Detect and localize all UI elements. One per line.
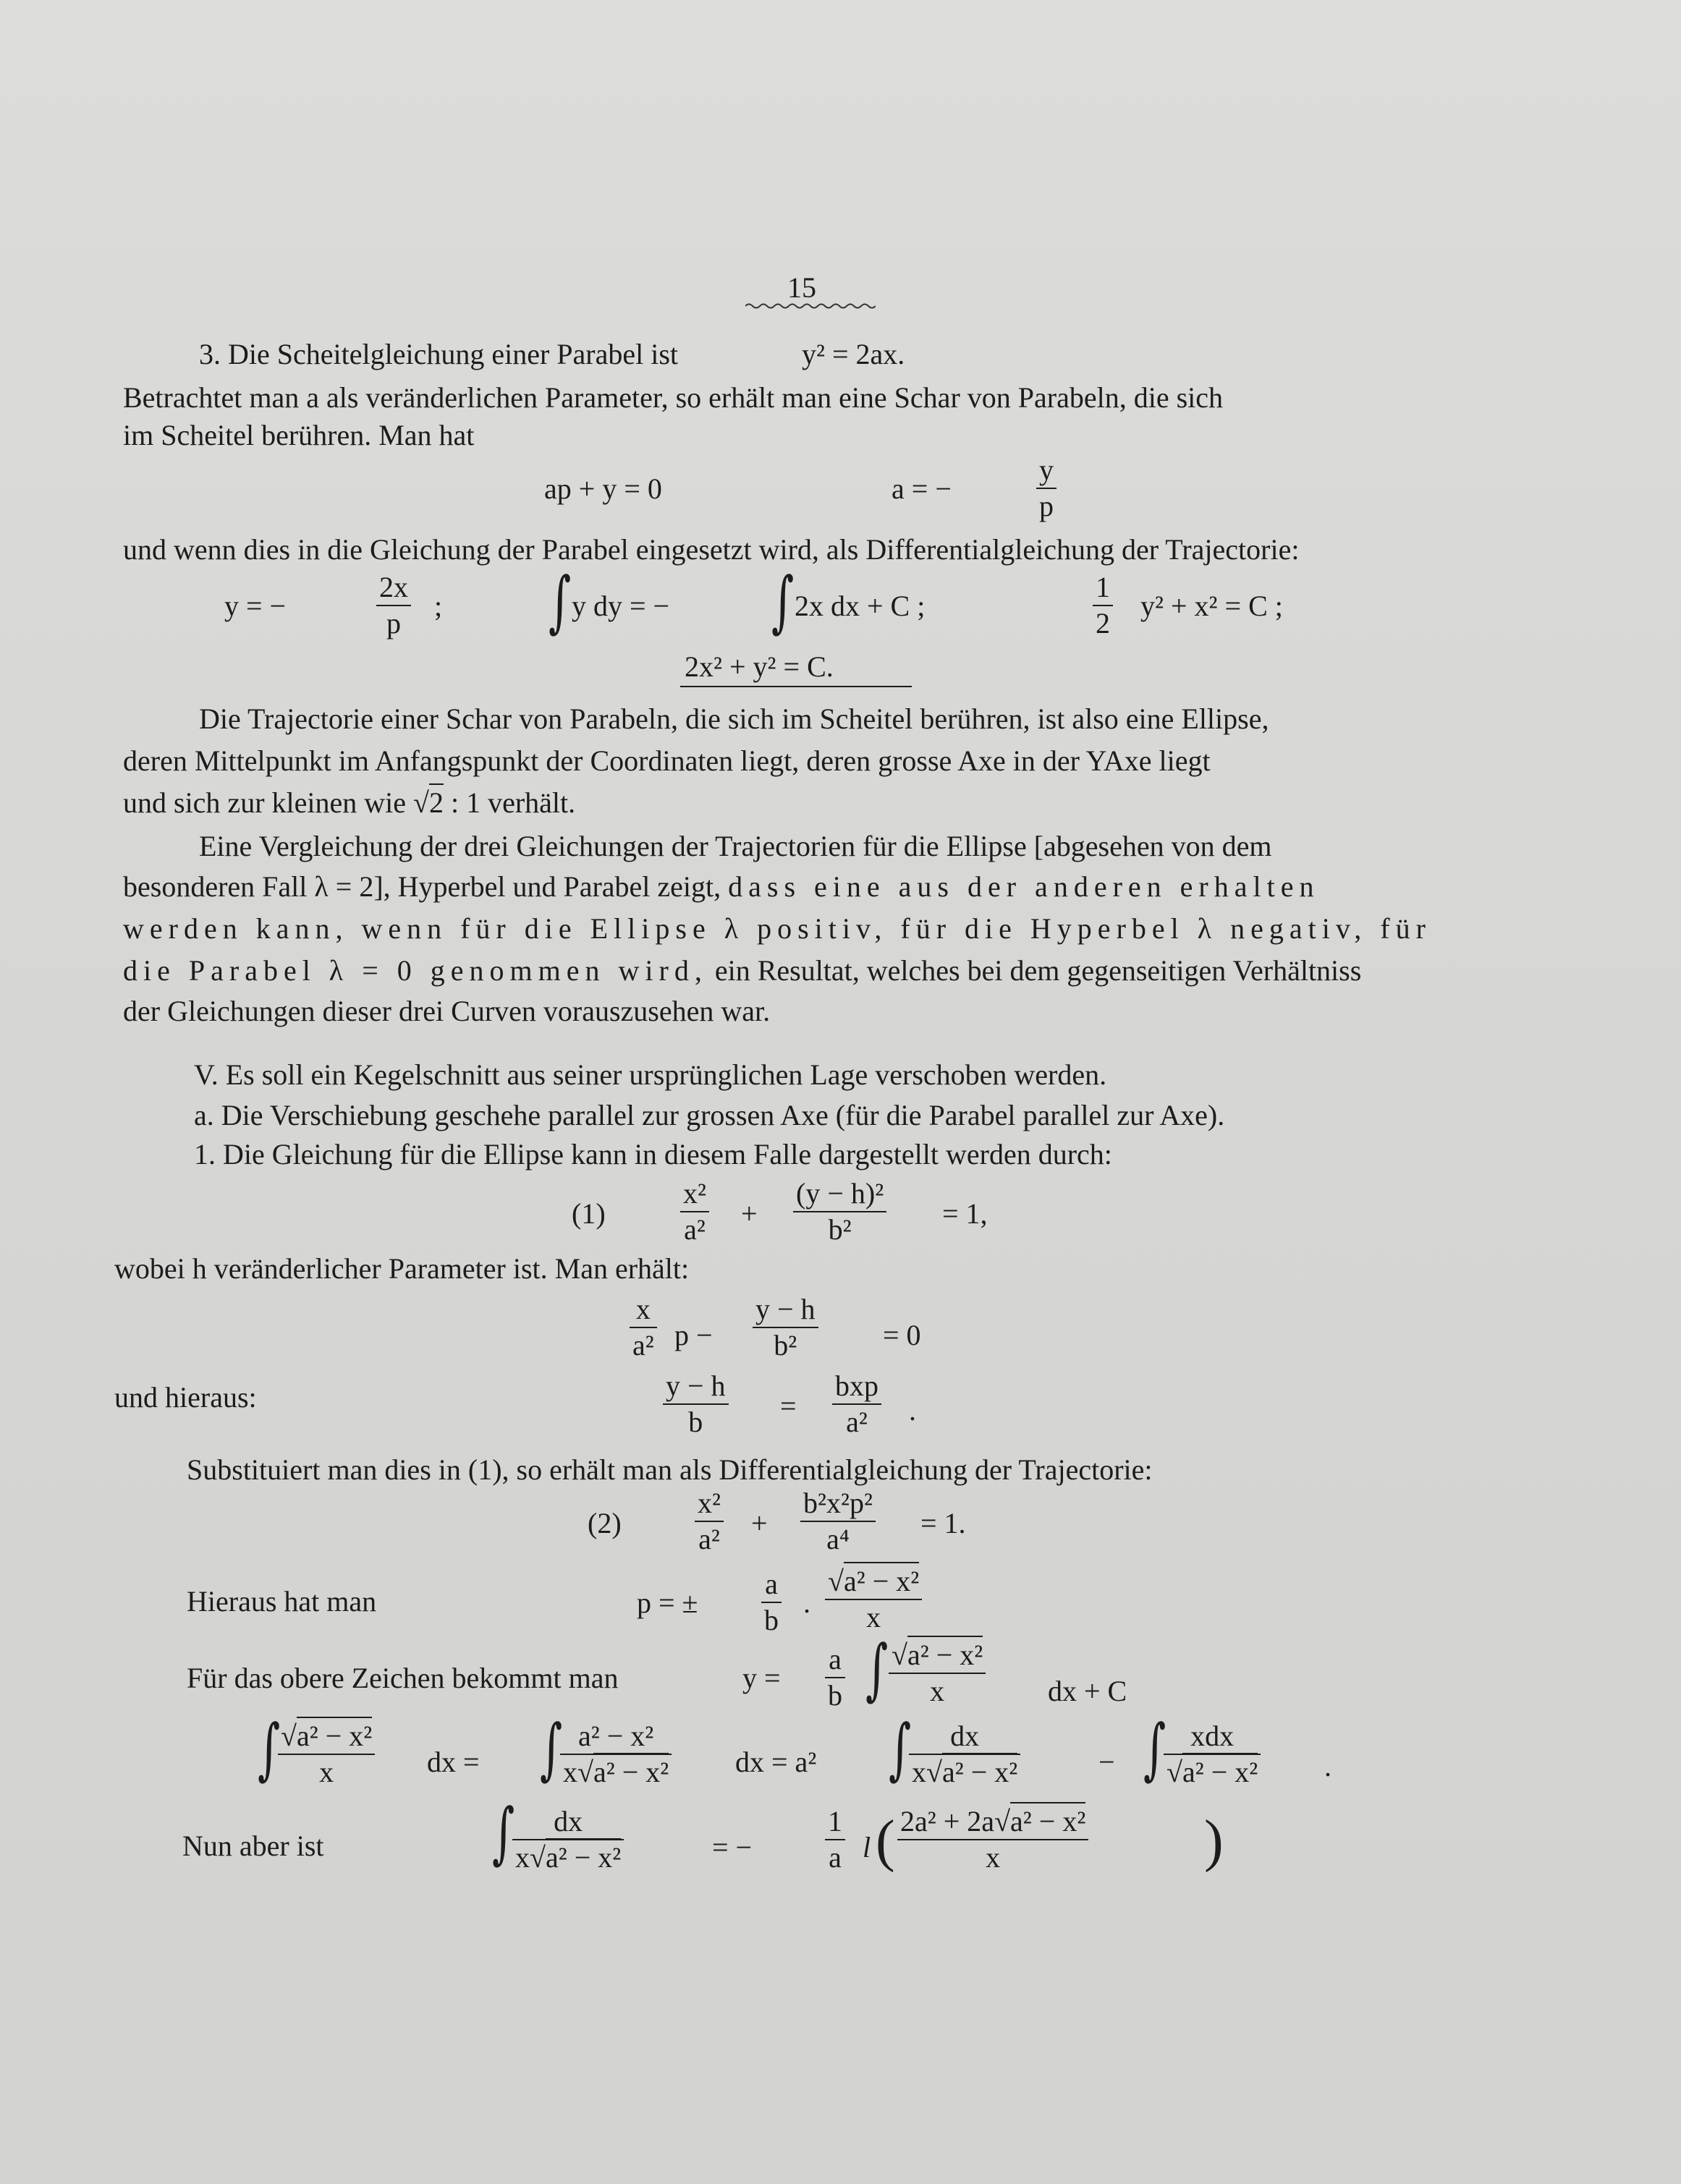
sectionV-line3: 1. Die Gleichung für die Ellipse kann in diesem Falle dargestellt werden durch:: [194, 1138, 1112, 1170]
integral-sign: ∫: [889, 1710, 912, 1788]
eqp-root-den: x: [866, 1601, 881, 1633]
eqd-f2-den: b²: [774, 1329, 797, 1361]
paren-close: ): [1204, 1809, 1224, 1873]
eqN-arg-radicand: a² − x²: [1010, 1802, 1085, 1837]
eq1-f2-num: (y − h)²: [796, 1177, 884, 1210]
eq-ap: ap + y = 0: [544, 472, 662, 505]
eq-int-rhs: 2x dx + C ;: [795, 590, 926, 622]
eq1-label: (1): [572, 1197, 606, 1230]
eqI-minus: −: [1098, 1746, 1115, 1778]
eq1-f1-den: a²: [684, 1213, 706, 1246]
sqrt-symbol: √: [281, 1720, 297, 1752]
eq-y-numerator: 2x: [379, 571, 408, 603]
eqp-root-num: [825, 1565, 922, 1597]
eqN-arg-den: x: [986, 1841, 1001, 1874]
eqI-f2-den-x: x: [563, 1756, 577, 1788]
eq-half-fraction: [1093, 572, 1113, 640]
eqI-integrand-1-num: [278, 1720, 375, 1752]
eq-a-lhs: a = −: [892, 472, 952, 505]
eqI-fraction-4: [1164, 1720, 1261, 1788]
eq2-f2-num: b²x²p²: [803, 1487, 873, 1519]
sectionV-line9: Nun aber ist: [182, 1830, 324, 1862]
integral-sign: ∫: [771, 563, 795, 640]
para1-line3-text: und sich zur kleinen wie: [123, 786, 406, 819]
sectionV-line2: a. Die Verschiebung geschehe parallel zur grossen Axe (für die Parabel parallel zur Axe).: [194, 1099, 1225, 1131]
eqy-integrand: [889, 1639, 986, 1707]
eq2-f1-num: x²: [698, 1487, 721, 1519]
eqh-den: b: [688, 1406, 703, 1438]
eqN-arg: [897, 1806, 1088, 1874]
eqp-fraction: [761, 1568, 782, 1636]
eq-y-fraction: [376, 572, 411, 640]
para2-line2: [123, 868, 1319, 906]
eqy-den: b: [828, 1679, 842, 1712]
sectionV-line6: Substituiert man dies in (1), so erhält man als Differentialgleichung der Trajectorie:: [187, 1453, 1153, 1486]
sectionV-line5: und hieraus:: [114, 1381, 257, 1414]
integral-sign: ∫: [258, 1710, 281, 1788]
eqN-eq: = −: [712, 1831, 753, 1864]
sqrt-symbol: √: [577, 1756, 593, 1788]
para1-line2: [123, 742, 1483, 780]
eqp-dot: .: [803, 1586, 810, 1619]
eqN-coeff-num: 1: [828, 1805, 842, 1837]
eqd-f1-den: a²: [632, 1329, 654, 1361]
eqI-dx2: dx = a²: [735, 1746, 817, 1778]
section3-line2: [123, 379, 1486, 417]
eq-y-semicolon: ;: [434, 590, 443, 622]
para1-line3-end: : 1 verhält.: [450, 786, 576, 819]
para2-line5: der Gleichungen dieser drei Curven vorauszusehen war.: [123, 995, 771, 1027]
eqN-arg-num-a: 2a² + 2a: [900, 1805, 995, 1837]
para2-line2-text: besonderen Fall λ = 2], Hyperbel und Parabel zeigt,: [123, 870, 721, 903]
eq-y-lhs: y = −: [224, 590, 287, 622]
sqrt-symbol: √: [413, 786, 429, 819]
para2-line2-spaced: dass eine aus der anderen erhalten: [728, 870, 1320, 903]
page-number: 15: [787, 271, 816, 304]
eqI-f3-radicand: a² − x²: [942, 1753, 1017, 1788]
para2-line3: werden kann, wenn für die Ellipse λ positiv, für die Hyperbel λ negativ, für: [123, 912, 1431, 945]
eqI-fraction-2: [560, 1720, 672, 1788]
eq-result-underline: [680, 686, 912, 687]
sqrt-symbol: √: [530, 1841, 546, 1874]
eq-a-denominator: p: [1039, 490, 1054, 522]
eqd-fraction-2: [753, 1293, 818, 1361]
para2-line1: Eine Vergleichung der drei Gleichungen der Trajectorien für die Ellipse [abgesehen von dem: [199, 830, 1272, 862]
eq1-f1-num: x²: [683, 1177, 706, 1210]
integral-sign: ∫: [492, 1794, 515, 1871]
eqN-log: l: [863, 1831, 871, 1864]
eqp-root-fraction: [825, 1565, 922, 1633]
eqy-integrand-num: [889, 1639, 986, 1671]
para2-line4-spaced: die Parabel λ = 0 genommen wird,: [123, 954, 708, 987]
eqd-f1-num: x: [635, 1293, 651, 1325]
eqy-fraction: [825, 1644, 845, 1712]
sectionV-line4: wobei h veränderlicher Parameter ist. Man erhält:: [114, 1252, 690, 1285]
para2-line4: [123, 952, 1361, 990]
para1-line3: [123, 784, 575, 822]
eqp-den: b: [764, 1604, 779, 1636]
eqI-f4-radicand: a² − x²: [1182, 1753, 1258, 1788]
sqrt-symbol: √: [828, 1565, 844, 1597]
eqp-lhs: p = ±: [637, 1586, 698, 1619]
eq1-rhs: = 1,: [942, 1197, 988, 1230]
sectionV-line7: Hieraus hat man: [187, 1585, 377, 1618]
para1-line1: [199, 700, 1494, 738]
sqrt-symbol: √: [926, 1756, 942, 1788]
eqI-integrand-1: [278, 1720, 375, 1788]
eqI-f3-num: dx: [950, 1720, 980, 1752]
eq-result: 2x² + y² = C.: [685, 650, 834, 683]
integral-sign: ∫: [865, 1631, 889, 1708]
eqh-eq: =: [780, 1390, 797, 1422]
eqI-dx1: dx =: [427, 1746, 480, 1778]
eqh-num: y − h: [666, 1369, 726, 1402]
section3-line1-eq: y² = 2ax.: [802, 338, 905, 370]
eq2-f1-den: a²: [698, 1523, 720, 1555]
para1-line1-text: Die Trajectorie einer Schar von Parabeln, die sich im Scheitel berühren, ist also eine Ellipse,: [199, 702, 1269, 735]
section3-line2-text: Betrachtet man a als veränderlichen Parameter, so erhält man eine Schar von Parabeln, die sich: [123, 381, 1223, 414]
eqy-integrand-den: x: [930, 1675, 945, 1707]
para1-line2-text: deren Mittelpunkt im Anfangspunkt der Coordinaten liegt, deren grosse Axe in der YAxe liegt: [123, 744, 1211, 777]
eqd-fraction-1: [630, 1293, 657, 1361]
eq1-fraction-2: [793, 1178, 886, 1246]
eq1-plus: +: [741, 1197, 758, 1230]
section3-line1: 3. Die Scheitelgleichung einer Parabel ist: [199, 338, 679, 370]
eqy-radicand: a² − x²: [907, 1636, 983, 1671]
eqh-rnum: bxp: [835, 1369, 878, 1402]
eqp-radicand: a² − x²: [844, 1562, 919, 1597]
eqh-rden: a²: [846, 1406, 868, 1438]
sqrt-radicand: 2: [429, 783, 444, 819]
eq1-f2-den: b²: [828, 1213, 852, 1246]
eqI-integrand-1-den: x: [319, 1756, 334, 1788]
eqh-fraction-2: [832, 1370, 881, 1438]
eqh-fraction-1: [663, 1370, 729, 1438]
eq-int-lhs: y dy = −: [572, 590, 670, 622]
eqy-lhs: y =: [742, 1662, 781, 1694]
section3-line4: und wenn dies in die Gleichung der Parabel eingesetzt wird, als Differentialgleichung der Trajectorie:: [123, 533, 1300, 566]
eqI-radicand-1: a² − x²: [297, 1717, 372, 1752]
eq2-label: (2): [588, 1507, 622, 1539]
integral-sign: ∫: [540, 1710, 563, 1788]
paren-open: (: [876, 1809, 895, 1873]
sectionV-line8: Für das obere Zeichen bekommt man: [187, 1662, 619, 1694]
sqrt-symbol: √: [994, 1805, 1011, 1837]
eqy-num: a: [829, 1643, 842, 1675]
eq2-f2-den: a⁴: [826, 1523, 850, 1555]
eqI-fraction-3: [909, 1720, 1020, 1788]
eq-a-numerator: y: [1039, 454, 1054, 486]
eqp-num: a: [765, 1568, 778, 1600]
sectionV-line1: V. Es soll ein Kegelschnitt aus seiner ursprünglichen Lage verschoben werden.: [194, 1058, 1107, 1091]
eqI-f2-num: a² − x²: [577, 1720, 654, 1752]
eqd-f2-num: y − h: [755, 1293, 816, 1325]
eq2-fraction-1: [695, 1487, 724, 1555]
integral-sign: ∫: [1143, 1710, 1166, 1788]
eqN-coeff: [825, 1806, 845, 1874]
eqd-p: p −: [674, 1319, 713, 1351]
eq-half-rest: y² + x² = C ;: [1140, 590, 1283, 622]
sqrt-symbol: √: [1166, 1756, 1182, 1788]
eqN-num: dx: [554, 1805, 583, 1837]
eqy-rest: dx + C: [1048, 1675, 1127, 1707]
eqI-f4-num: xdx: [1190, 1720, 1235, 1752]
eqI-f2-radicand: a² − x²: [593, 1753, 669, 1788]
eqN-fraction: [512, 1806, 624, 1874]
eq-half-numerator: 1: [1096, 571, 1110, 603]
eq-y-denominator: p: [386, 607, 401, 640]
eqN-arg-num: [897, 1806, 1088, 1837]
section3-line3: im Scheitel berühren. Man hat: [123, 419, 475, 451]
eqN-den-x: x: [515, 1841, 530, 1874]
page-number-ornament: [745, 302, 876, 310]
eq-half-denominator: 2: [1096, 607, 1110, 640]
eqI-dot: .: [1324, 1750, 1331, 1783]
eq2-fraction-2: [800, 1487, 876, 1555]
eqI-f4-den: [1164, 1756, 1261, 1788]
sqrt-symbol: √: [892, 1639, 907, 1671]
eqN-radicand: a² − x²: [546, 1838, 621, 1874]
eqN-coeff-den: a: [829, 1841, 842, 1874]
eq-a-fraction: [1036, 454, 1057, 522]
eqI-f2-den: [560, 1756, 672, 1788]
integral-sign: ∫: [549, 563, 572, 640]
eq1-fraction-1: [680, 1178, 709, 1246]
eqN-den: [512, 1842, 624, 1874]
eq2-plus: +: [751, 1507, 768, 1539]
eq2-rhs: = 1.: [920, 1507, 966, 1539]
eqI-f3-den-x: x: [912, 1756, 926, 1788]
para2-line4-text: ein Resultat, welches bei dem gegenseitigen Verhältniss: [714, 954, 1362, 987]
eqd-rhs: = 0: [883, 1319, 921, 1351]
eqI-f3-den: [909, 1756, 1020, 1788]
eqh-dot: .: [909, 1394, 916, 1427]
